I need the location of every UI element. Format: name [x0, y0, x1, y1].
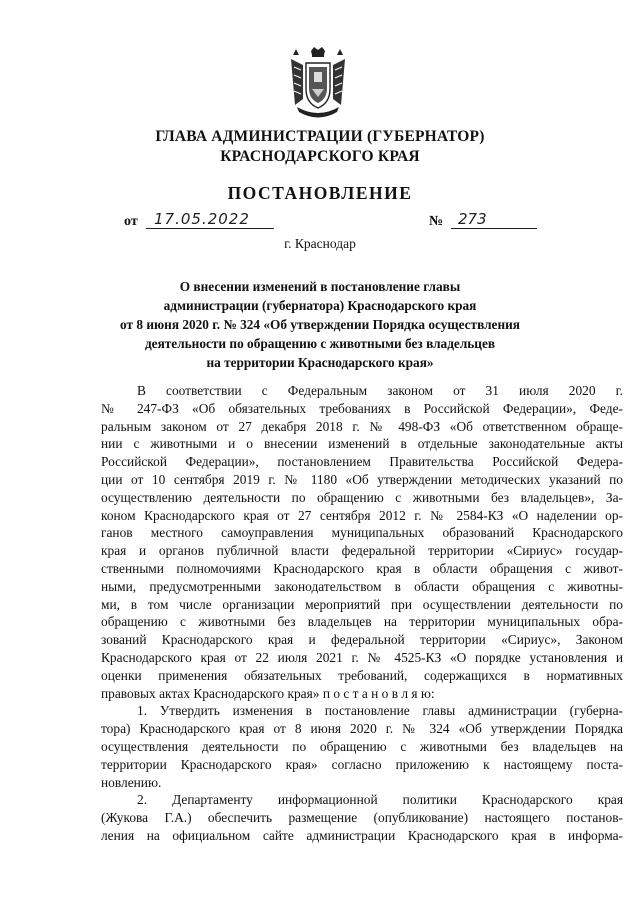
- document-type: ПОСТАНОВЛЕНИЕ: [227, 183, 413, 203]
- title-line: от 8 июня 2020 г. № 324 «Об утверждении Порядка осуществления: [120, 317, 520, 332]
- body-line: Российской Федерации», постановлением Правительства Российской Федера-: [101, 454, 623, 470]
- body-line: зований Краснодарского края и федеральной территории «Сириус», Законом: [101, 632, 623, 648]
- body-line: осуществлению деятельности по обращению с животными без владельцев», За-: [101, 489, 623, 505]
- body-line: ганов местного самоуправления муниципальных образований Краснодарского: [101, 525, 623, 541]
- body-line: коном Краснодарского края от 27 сентября 2012 г. № 2584-КЗ «О наделении ор-: [101, 507, 623, 523]
- number-value: 273: [458, 210, 487, 228]
- body-line: № 247-ФЗ «Об обязательных требованиях в Российской Федерации», Феде-: [101, 400, 623, 416]
- body-line: В соответствии с Федеральным законом от 31 июля 2020 г.: [137, 383, 623, 398]
- body-line: (Жукова Г.А.) обеспечить размещение (опубликование) настоящего постанов-: [101, 810, 623, 826]
- body-line: ции от 10 сентября 2019 г. № 1180 «Об утверждении методических указаний по: [101, 471, 623, 487]
- title-line: деятельности по обращению с животными без владельцев: [144, 336, 496, 351]
- document-title: [120, 277, 520, 372]
- number-underline: [451, 228, 537, 229]
- body-line: края и органов публичной власти федеральной территории «Сириус» государ-: [101, 543, 623, 559]
- org-title-line-1: ГЛАВА АДМИНИСТРАЦИИ (ГУБЕРНАТОР): [155, 128, 485, 145]
- body-line: осуществления деятельности по обращению с животными без владельцев на: [101, 738, 623, 754]
- date-underline: [146, 228, 274, 229]
- org-title-line-2: КРАСНОДАРСКОГО КРАЯ: [220, 148, 420, 165]
- body-line: обращению с животными без владельцев на территории муниципальных обра-: [101, 614, 623, 630]
- body-line: территории Краснодарского края» согласно приложению к настоящему поста-: [101, 756, 623, 772]
- body-line: ми, в том числе организации мероприятий при осуществлении деятельности по: [101, 596, 623, 612]
- body-line: ными, предусмотренными законодательством в области обращения с животны-: [101, 578, 623, 594]
- title-line: О внесении изменений в постановление главы: [179, 279, 461, 294]
- body-line: нии с животными и о внесении изменений в отдельные законодательные акты: [101, 436, 623, 452]
- title-line: администрации (губернатора) Краснодарского края: [163, 298, 477, 313]
- city: г. Краснодар: [284, 236, 356, 251]
- body-line: правовых актах Краснодарского края» п о с т а н о в л я ю:: [101, 685, 435, 701]
- body-line: 1. Утвердить изменения в постановление главы администрации (губерна-: [137, 703, 623, 719]
- body-line: ления на официальном сайте администрации Краснодарского края в информа-: [101, 827, 623, 843]
- body-line: тора) Краснодарского края от 8 июня 2020 г. № 324 «Об утверждении Порядка: [101, 721, 623, 737]
- date-value: 17.05.2022: [154, 210, 250, 228]
- coat-of-arms-emblem: [285, 45, 351, 120]
- document-body: [101, 382, 623, 845]
- body-line: ственными полномочиями Краснодарского края в области обращения с живот-: [101, 560, 623, 576]
- number-prefix: №: [429, 214, 444, 229]
- body-line: оценки применения обязательных требований, содержащихся в нормативных: [101, 667, 623, 683]
- title-line: на территории Краснодарского края»: [206, 355, 434, 370]
- date-prefix: от: [124, 214, 138, 229]
- body-line: ральным законом от 27 декабря 2018 г. № 498-ФЗ «Об ответственном обраще-: [101, 418, 623, 434]
- body-line: новлению.: [101, 774, 162, 790]
- body-line: 2. Департаменту информационной политики Краснодарского края: [137, 792, 623, 808]
- body-line: Краснодарского края от 22 июля 2021 г. № 4525-КЗ «О порядке установления и: [101, 649, 623, 665]
- date-number-row: [124, 212, 534, 234]
